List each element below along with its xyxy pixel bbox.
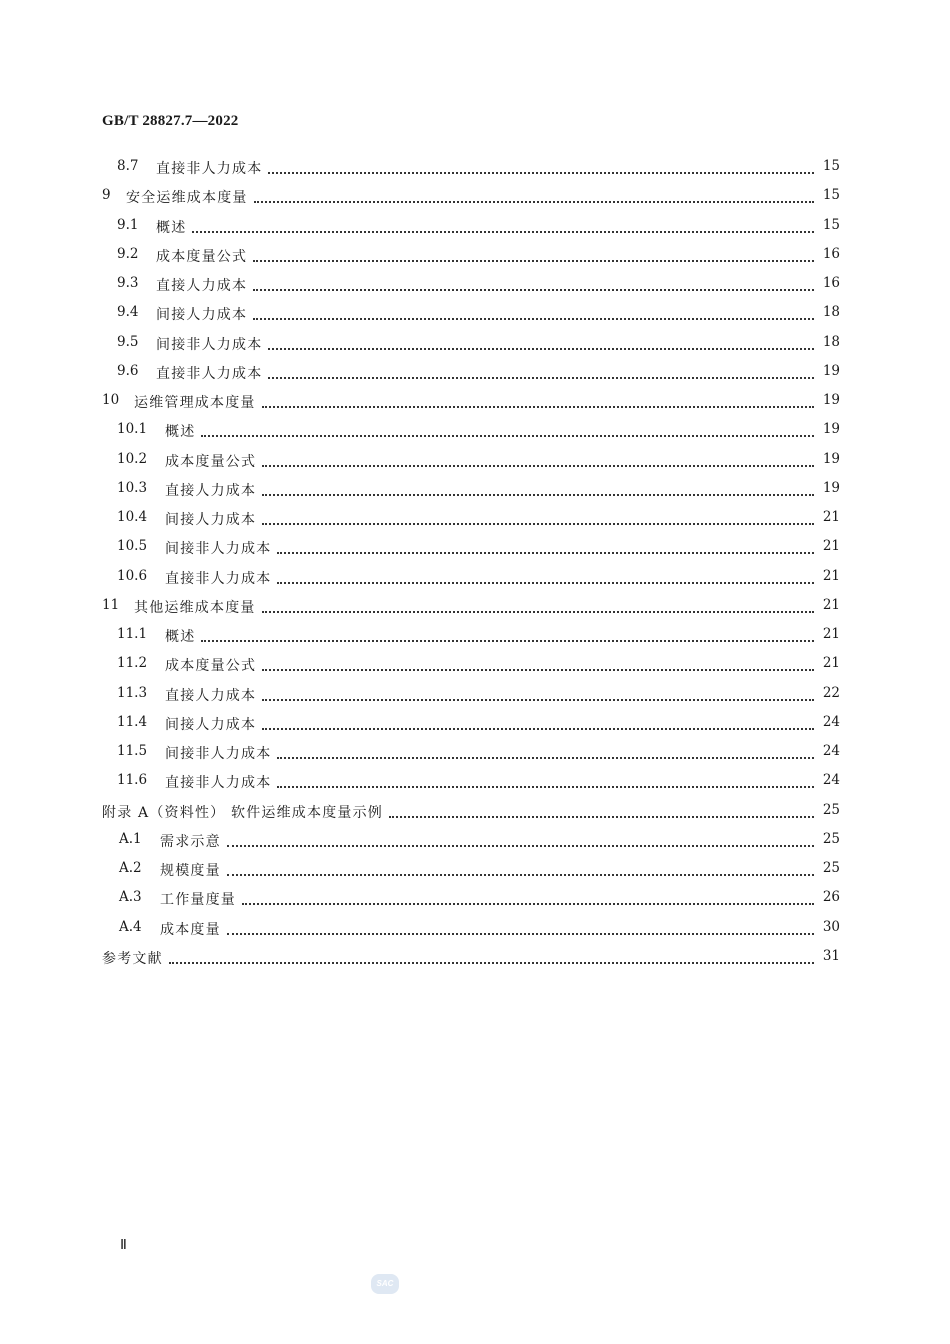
toc-entry[interactable] — [0, 562, 950, 591]
toc-leader-dots — [262, 718, 814, 730]
toc-leader-dots — [242, 893, 814, 905]
toc-entry-title: 间接非人力成本 — [165, 538, 275, 558]
toc-entry-number: A.3 — [119, 889, 142, 906]
toc-entry-page: 15 — [822, 216, 840, 233]
toc-leader-dots — [227, 923, 814, 935]
toc-leader-dots — [192, 221, 814, 233]
toc-entry[interactable] — [0, 357, 950, 386]
toc-entry[interactable] — [0, 415, 950, 444]
toc-entry[interactable] — [0, 737, 950, 766]
toc-entry-number: 9.1 — [117, 216, 139, 233]
toc-entry[interactable] — [0, 269, 950, 298]
toc-entry-number: 9.5 — [117, 333, 139, 350]
toc-entry[interactable] — [0, 649, 950, 678]
toc-entry[interactable] — [0, 474, 950, 503]
toc-entry-page: 19 — [822, 450, 840, 467]
toc-entry-number: 11 — [102, 596, 120, 613]
toc-entry-title: 概述 — [165, 421, 199, 441]
toc-entry-number: A.4 — [119, 918, 142, 935]
toc-entry-title: 参考文献 — [102, 948, 167, 968]
toc-entry-page: 18 — [822, 304, 840, 321]
toc-entry-number: 9.2 — [117, 245, 139, 262]
toc-entry-title: 成本度量公式 — [156, 246, 251, 266]
toc-entry-number: 9.4 — [117, 304, 139, 321]
toc-leader-dots — [262, 689, 814, 701]
toc-entry[interactable] — [0, 386, 950, 415]
toc-leader-dots — [227, 864, 814, 876]
toc-entry-number: 10.4 — [117, 509, 148, 525]
toc-entry-page: 25 — [822, 801, 840, 818]
toc-entry-title: 间接人力成本 — [156, 304, 251, 324]
toc-entry[interactable] — [0, 942, 950, 971]
toc-entry[interactable] — [0, 620, 950, 649]
toc-entry[interactable] — [0, 152, 950, 181]
toc-entry-number: 10.3 — [117, 479, 148, 496]
toc-entry-title: 需求示意 — [160, 831, 225, 851]
toc-entry-title: 安全运维成本度量 — [126, 187, 252, 207]
toc-leader-dots — [268, 338, 814, 350]
toc-leader-dots — [262, 455, 814, 467]
toc-entry-page: 19 — [822, 479, 840, 496]
toc-entry[interactable] — [0, 796, 950, 825]
toc-entry-title: 间接人力成本 — [165, 509, 260, 529]
toc-entry-number: A.1 — [119, 830, 142, 847]
toc-entry-number: 11.3 — [117, 684, 148, 701]
toc-entry-page: 21 — [822, 626, 840, 642]
toc-leader-dots — [254, 191, 814, 203]
toc-leader-dots — [277, 747, 814, 759]
toc-entry[interactable] — [0, 503, 950, 532]
toc-entry-page: 22 — [822, 684, 840, 701]
toc-leader-dots — [253, 250, 814, 262]
toc-entry-number: 10.2 — [117, 450, 148, 467]
toc-entry-title: 概述 — [156, 217, 190, 237]
toc-entry-number: 11.2 — [117, 655, 148, 672]
toc-entry-page: 15 — [822, 187, 840, 204]
toc-entry[interactable] — [0, 913, 950, 942]
toc-entry-title: 直接非人力成本 — [165, 568, 275, 588]
toc-entry-page: 21 — [822, 509, 840, 525]
toc-entry-number: 10 — [102, 392, 120, 408]
toc-entry[interactable] — [0, 883, 950, 912]
toc-leader-dots — [268, 162, 814, 174]
toc-entry-page: 21 — [822, 567, 840, 584]
toc-entry-number: 11.1 — [117, 626, 148, 642]
toc-entry-title: 直接非人力成本 — [156, 363, 266, 383]
toc-entry-title: 规模度量 — [160, 860, 225, 880]
toc-entry[interactable] — [0, 298, 950, 327]
toc-entry-number: 9.3 — [117, 275, 139, 291]
toc-entry-title: 成本度量公式 — [165, 451, 260, 471]
toc-leader-dots — [227, 835, 814, 847]
toc-entry-title: 成本度量 — [160, 919, 225, 939]
toc-leader-dots — [262, 659, 814, 671]
toc-leader-dots — [253, 308, 814, 320]
toc-entry[interactable] — [0, 591, 950, 620]
toc-entry-page: 18 — [822, 333, 840, 350]
toc-entry-number: 9 — [102, 187, 111, 204]
toc-entry[interactable] — [0, 532, 950, 561]
standard-code-header: GB/T 28827.7—2022 — [102, 113, 239, 129]
toc-entry-title: 间接人力成本 — [165, 714, 260, 734]
toc-entry[interactable] — [0, 181, 950, 210]
toc-entry[interactable] — [0, 766, 950, 795]
toc-entry[interactable] — [0, 825, 950, 854]
toc-entry-title: 直接人力成本 — [165, 480, 260, 500]
toc-leader-dots — [389, 806, 814, 818]
toc-entry-page: 16 — [822, 275, 840, 291]
toc-leader-dots — [201, 630, 814, 642]
toc-leader-dots — [262, 601, 814, 613]
toc-entry-number: A.2 — [119, 860, 142, 876]
toc-entry-title: 工作量度量 — [160, 889, 240, 909]
toc-entry[interactable] — [0, 445, 950, 474]
toc-entry-page: 24 — [822, 743, 840, 759]
toc-entry-title: 直接人力成本 — [165, 685, 260, 705]
toc-entry-title: 运维管理成本度量 — [134, 392, 260, 412]
toc-entry-page: 21 — [822, 538, 840, 555]
toc-entry-title: 其他运维成本度量 — [134, 597, 260, 617]
toc-entry[interactable] — [0, 211, 950, 240]
toc-entry-page: 16 — [822, 245, 840, 262]
toc-entry-page: 25 — [822, 830, 840, 847]
toc-entry[interactable] — [0, 708, 950, 737]
toc-entry-number: 9.6 — [117, 362, 139, 379]
toc-leader-dots — [201, 425, 814, 437]
toc-entry-title: 间接非人力成本 — [156, 334, 266, 354]
toc-entry-title: 直接人力成本 — [156, 275, 251, 295]
toc-entry-page: 31 — [822, 947, 840, 964]
toc-entry-page: 15 — [822, 158, 840, 174]
toc-leader-dots — [169, 952, 814, 964]
toc-leader-dots — [277, 542, 814, 554]
toc-entry-title: 间接非人力成本 — [165, 743, 275, 763]
toc-entry-title: 附录 A（资料性） 软件运维成本度量示例 — [102, 802, 387, 822]
toc-leader-dots — [262, 513, 814, 525]
toc-entry-page: 30 — [822, 918, 840, 935]
toc-entry-number: 10.6 — [117, 567, 148, 584]
toc-entry-number: 10.1 — [117, 421, 148, 438]
toc-entry-title: 直接非人力成本 — [165, 772, 275, 792]
toc-leader-dots — [277, 776, 814, 788]
toc-entry-page: 19 — [822, 421, 840, 438]
toc-entry-page: 21 — [822, 596, 840, 613]
toc-entry-title: 直接非人力成本 — [156, 158, 266, 178]
toc-entry-title: 概述 — [165, 626, 199, 646]
toc-entry-page: 25 — [822, 860, 840, 876]
toc-entry-page: 21 — [822, 655, 840, 672]
toc-entry[interactable] — [0, 328, 950, 357]
toc-entry-number: 11.6 — [117, 772, 148, 789]
watermark-logo: SAC — [371, 1274, 399, 1294]
toc-leader-dots — [262, 396, 814, 408]
toc-entry[interactable] — [0, 679, 950, 708]
toc-leader-dots — [277, 572, 814, 584]
toc-entry-number: 10.5 — [117, 538, 148, 555]
page-number: Ⅱ — [120, 1238, 127, 1253]
toc-entry-title: 成本度量公式 — [165, 655, 260, 675]
toc-leader-dots — [253, 279, 814, 291]
toc-entry-number: 11.5 — [117, 743, 148, 759]
toc-entry-page: 24 — [822, 772, 840, 789]
toc-entry-page: 24 — [822, 713, 840, 730]
toc-entry-number: 11.4 — [117, 713, 148, 730]
toc-entry-number: 8.7 — [117, 158, 139, 174]
toc-entry-page: 19 — [822, 362, 840, 379]
toc-entry[interactable] — [0, 240, 950, 269]
toc-leader-dots — [268, 367, 814, 379]
toc-entry-page: 26 — [822, 889, 840, 906]
toc-entry-page: 19 — [822, 392, 840, 408]
toc-leader-dots — [262, 484, 814, 496]
toc-entry[interactable] — [0, 854, 950, 883]
